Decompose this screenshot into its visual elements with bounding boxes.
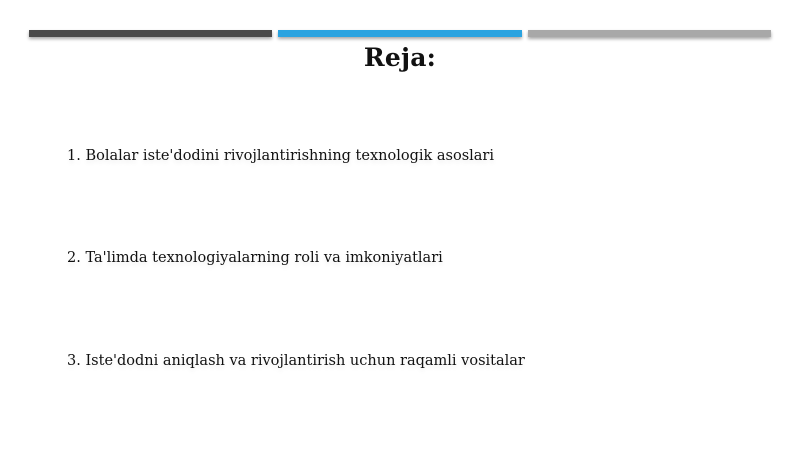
header-bar-gray (528, 30, 771, 37)
header-bar-blue (278, 30, 522, 37)
header-bar-dark (29, 30, 272, 37)
plan-item-3: 3. Iste'dodni aniqlash va rivojlantirish uchun raqamli vositalar (67, 353, 525, 369)
slide-title: Reja: (363, 43, 437, 72)
plan-item-1: 1. Bolalar iste'dodini rivojlantirishning texnologik asoslari (67, 148, 494, 164)
plan-item-2: 2. Ta'limda texnologiyalarning roli va imkoniyatlari (67, 250, 443, 266)
